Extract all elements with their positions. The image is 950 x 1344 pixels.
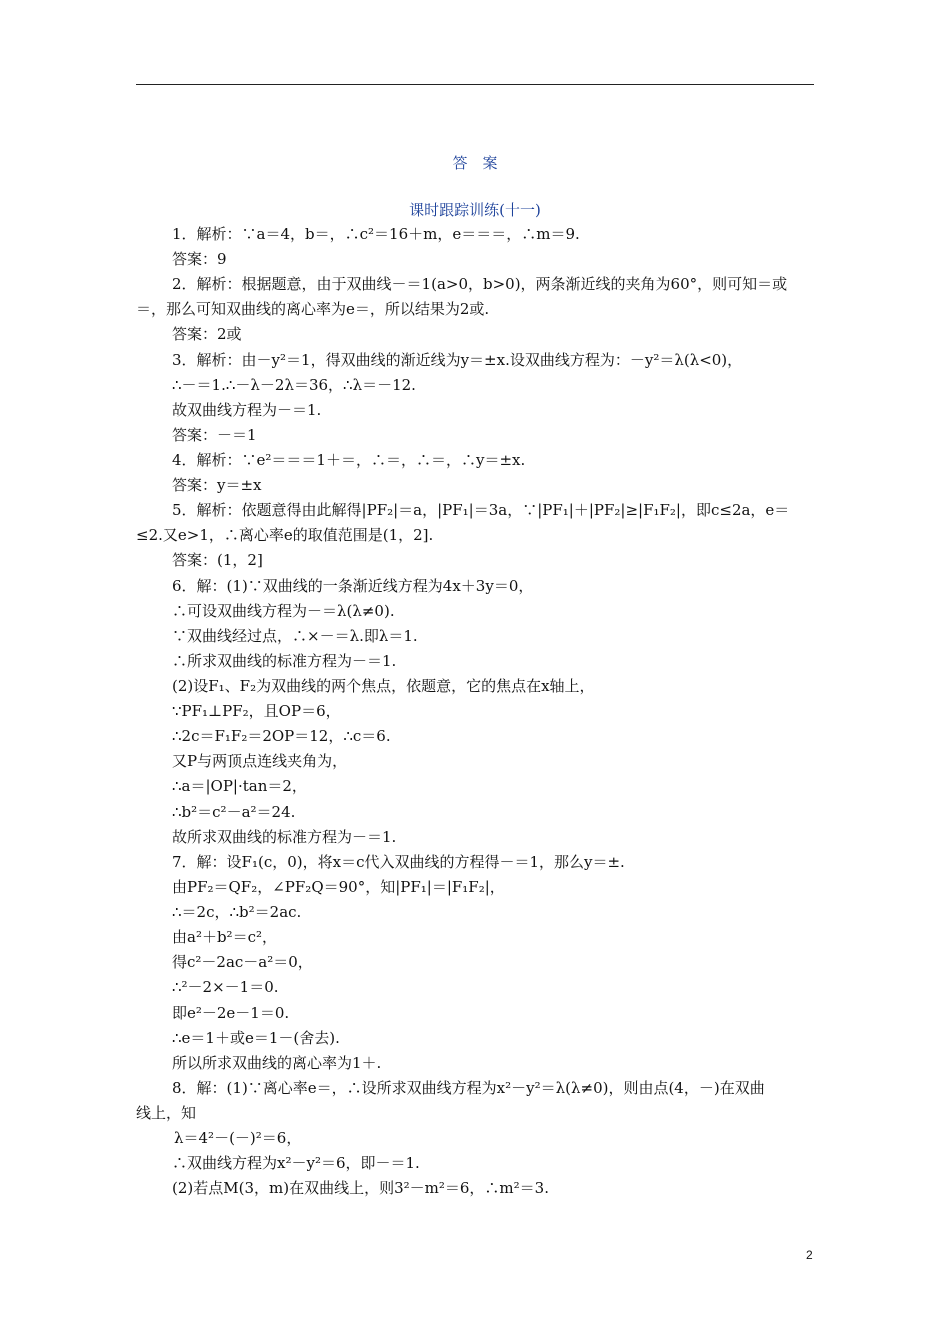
text-line: ∴b²＝c²－a²＝24.: [172, 803, 296, 821]
text-line: ∴所求双曲线的标准方程为－＝1.: [172, 652, 397, 670]
text-line: 答案：9: [172, 250, 227, 268]
text-line: 又P与两顶点连线夹角为，: [172, 752, 348, 770]
text-line: 答案：－＝1: [172, 426, 257, 444]
page-subheading: 课时跟踪训练(十一): [409, 201, 541, 219]
text-line: ∴a＝|OP|·tan＝2，: [172, 777, 307, 795]
text-line: ∴2c＝F₁F₂＝2OP＝12，∴c＝6.: [172, 727, 391, 745]
text-line: 所以所求双曲线的离心率为1＋.: [172, 1054, 382, 1072]
text-line: ∴e＝1＋或e＝1－(舍去).: [172, 1029, 340, 1047]
text-line: ∴可设双曲线方程为－＝λ(λ≠0).: [172, 602, 395, 620]
header-rule: [136, 84, 814, 85]
text-line: 故所求双曲线的标准方程为－＝1.: [172, 828, 397, 846]
text-line: λ＝4²－(－)²＝6，: [174, 1129, 302, 1147]
text-line: 答案：y＝±x: [172, 476, 262, 494]
text-line: ∴双曲线方程为x²－y²＝6，即－＝1.: [172, 1154, 420, 1172]
text-line: ∴²－2×－1＝0.: [172, 978, 279, 996]
text-line: ∵双曲线经过点，∴×－＝λ.即λ＝1.: [172, 627, 418, 645]
text-line: 1．解析：∵a＝4，b＝，∴c²＝16＋m，e＝＝＝，∴m＝9.: [172, 225, 580, 243]
text-line: ∴＝2c，∴b²＝2ac.: [172, 903, 302, 921]
text-line: (2)设F₁、F₂为双曲线的两个焦点，依题意，它的焦点在x轴上，: [172, 677, 595, 695]
text-line: 故双曲线方程为－＝1.: [172, 401, 322, 419]
text-line: 7．解：设F₁(c，0)，将x＝c代入双曲线的方程得－＝1，那么y＝±.: [172, 853, 625, 871]
page-heading: 答 案: [452, 154, 498, 172]
text-line: ≤2.又e>1，∴离心率e的取值范围是(1，2].: [136, 526, 434, 544]
text-line: ＝，那么可知双曲线的离心率为e＝，所以结果为2或.: [136, 300, 490, 318]
text-line: ∵PF₁⊥PF₂，且OP＝6，: [172, 702, 341, 720]
text-line: 线上，知: [136, 1104, 197, 1122]
text-line: 3．解析：由－y²＝1，得双曲线的渐近线为y＝±x.设双曲线方程为：－y²＝λ(λ<0)，: [172, 351, 743, 369]
page-number: 2: [806, 1248, 813, 1262]
text-line: 由PF₂＝QF₂，∠PF₂Q＝90°，知|PF₁|＝|F₁F₂|，: [172, 878, 505, 896]
text-line: 6．解：(1)∵双曲线的一条渐近线方程为4x＋3y＝0，: [172, 577, 534, 595]
text-line: 即e²－2e－1＝0.: [172, 1004, 290, 1022]
text-line: 2．解析：根据题意，由于双曲线－＝1(a>0，b>0)，两条渐近线的夹角为60°，则可知＝或: [172, 275, 788, 293]
text-line: 8．解：(1)∵离心率e＝，∴设所求双曲线方程为x²－y²＝λ(λ≠0)，则由点(4，－)在双曲: [172, 1079, 765, 1097]
text-line: 由a²＋b²＝c²，: [172, 928, 277, 946]
text-line: 4．解析：∵e²＝＝＝1＋＝，∴＝，∴＝，∴y＝±x.: [172, 451, 526, 469]
text-line: 答案：2或: [172, 325, 242, 343]
text-line: 5．解析：依题意得由此解得|PF₂|＝a，|PF₁|＝3a，∵|PF₁|＋|PF₂|≥|F₁F₂|，即c≤2a，e＝: [172, 501, 790, 519]
text-line: 答案：(1，2]: [172, 551, 263, 569]
text-line: 得c²－2ac－a²＝0，: [172, 953, 313, 971]
text-line: ∴－＝1.∴－λ－2λ＝36，∴λ＝－12.: [172, 376, 416, 394]
text-line: (2)若点M(3，m)在双曲线上，则3²－m²＝6，∴m²＝3.: [172, 1179, 549, 1197]
